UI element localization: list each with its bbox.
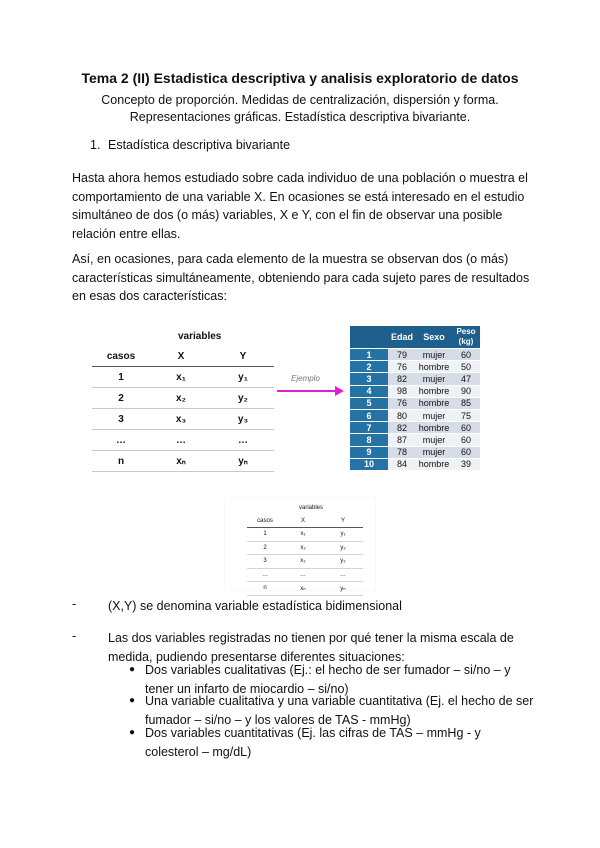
table-row bbox=[247, 582, 363, 596]
col-header-y: Y bbox=[212, 346, 274, 367]
table-row bbox=[92, 409, 274, 430]
cell: xₙ bbox=[283, 582, 323, 596]
table-row bbox=[350, 373, 480, 385]
small-col-x: X bbox=[283, 515, 323, 528]
cell: yₙ bbox=[323, 582, 363, 596]
table-row bbox=[350, 349, 480, 361]
small-col-y: Y bbox=[323, 515, 363, 528]
cell: … bbox=[150, 430, 212, 451]
cell: mujer bbox=[416, 349, 452, 361]
row-index: 5 bbox=[350, 397, 388, 409]
cell: 80 bbox=[388, 409, 416, 421]
table-row bbox=[350, 361, 480, 373]
cell: 90 bbox=[452, 385, 480, 397]
col-header-index bbox=[350, 326, 388, 349]
cell: 60 bbox=[452, 422, 480, 434]
section-title: Estadística descriptiva bivariante bbox=[108, 138, 291, 152]
col-header-casos: casos bbox=[92, 346, 150, 367]
cell: 78 bbox=[388, 446, 416, 458]
cell: … bbox=[92, 430, 150, 451]
cell: y₃ bbox=[323, 555, 363, 569]
cell: y₂ bbox=[323, 541, 363, 555]
cell: n bbox=[92, 451, 150, 472]
cell: 79 bbox=[388, 349, 416, 361]
variables-group-header: variables bbox=[178, 330, 222, 342]
table-row bbox=[350, 458, 480, 470]
subtitle-line-2: Representaciones gráficas. Estadística descriptiva bivariante. bbox=[129, 110, 471, 124]
cell: y₁ bbox=[323, 528, 363, 542]
cell: … bbox=[212, 430, 274, 451]
bullet-bidimensional: (X,Y) se denomina variable estadística bidimensional bbox=[108, 599, 402, 613]
row-index: 8 bbox=[350, 434, 388, 446]
cell: hombre bbox=[416, 361, 452, 373]
subtitle-line-1: Concepto de proporción. Medidas de centralización, dispersión y forma. bbox=[101, 93, 499, 107]
col-header-edad: Edad bbox=[388, 326, 416, 349]
sub-bullet-cuantitativas: Dos variables cuantitativas (Ej. las cifras de TAS – mmHg - y colesterol – mg/dL) bbox=[145, 726, 481, 759]
cell: 84 bbox=[388, 458, 416, 470]
cell: hombre bbox=[416, 385, 452, 397]
table-row bbox=[92, 451, 274, 472]
cell: 60 bbox=[452, 446, 480, 458]
pairs-paragraph: Así, en ocasiones, para cada elemento de la muestra se observan dos (o más) características simultáneamente, obteniendo para cada sujeto pares de resultados en esas dos características: bbox=[72, 252, 530, 303]
cell: x₁ bbox=[283, 528, 323, 542]
cell: mujer bbox=[416, 409, 452, 421]
table-row bbox=[350, 446, 480, 458]
table-row bbox=[247, 541, 363, 555]
cell: 39 bbox=[452, 458, 480, 470]
cell: 98 bbox=[388, 385, 416, 397]
arrow-label: Ejemplo bbox=[291, 374, 320, 383]
small-variables-table bbox=[225, 498, 375, 590]
cell: 2 bbox=[247, 541, 283, 555]
table-row bbox=[350, 422, 480, 434]
bullet-dot-icon: ● bbox=[129, 727, 136, 738]
cell: n bbox=[247, 582, 283, 596]
cell: … bbox=[283, 568, 323, 582]
bullet-dot-icon: ● bbox=[129, 695, 136, 706]
table-row bbox=[92, 388, 274, 409]
cell: mujer bbox=[416, 446, 452, 458]
small-col-casos: casos bbox=[247, 515, 283, 528]
variables-table bbox=[92, 326, 274, 472]
row-index: 10 bbox=[350, 458, 388, 470]
cell: 1 bbox=[247, 528, 283, 542]
example-arrow bbox=[275, 372, 345, 402]
table-row bbox=[92, 367, 274, 388]
dash-marker: - bbox=[72, 597, 77, 611]
small-group-header: variables bbox=[299, 505, 324, 512]
cell: 87 bbox=[388, 434, 416, 446]
section-heading bbox=[90, 138, 290, 152]
cell: 2 bbox=[92, 388, 150, 409]
cell: y₂ bbox=[212, 388, 274, 409]
cell: x₂ bbox=[283, 541, 323, 555]
cell: 82 bbox=[388, 422, 416, 434]
cell: y₁ bbox=[212, 367, 274, 388]
bullet-dot-icon: ● bbox=[129, 664, 136, 675]
table-row bbox=[92, 430, 274, 451]
table-row bbox=[350, 385, 480, 397]
table-row bbox=[247, 555, 363, 569]
table-row bbox=[350, 434, 480, 446]
cell: yₙ bbox=[212, 451, 274, 472]
section-number: 1. bbox=[90, 138, 101, 152]
intro-paragraph: Hasta ahora hemos estudiado sobre cada individuo de una población o muestra el comportamiento de una variable X. En ocasiones se está interesado en el estudio simultáneo de dos (o más) variables, X e Y, con el fin de observar una posible relación entre ellas. bbox=[72, 171, 528, 241]
cell: hombre bbox=[416, 422, 452, 434]
cell: x₁ bbox=[150, 367, 212, 388]
row-index: 4 bbox=[350, 385, 388, 397]
cell: 75 bbox=[452, 409, 480, 421]
arrow-right-icon bbox=[275, 372, 345, 402]
cell: mujer bbox=[416, 373, 452, 385]
row-index: 3 bbox=[350, 373, 388, 385]
cell: x₃ bbox=[283, 555, 323, 569]
cell: y₃ bbox=[212, 409, 274, 430]
cell: 60 bbox=[452, 349, 480, 361]
row-index: 6 bbox=[350, 409, 388, 421]
row-index: 2 bbox=[350, 361, 388, 373]
sub-bullet-cualitativas: Dos variables cualitativas (Ej.: el hecho de ser fumador – si/no – y tener un infarto de miocardio – si/no) bbox=[145, 663, 511, 696]
col-header-peso: Peso (kg) bbox=[452, 326, 480, 349]
sub-bullet-mixta: Una variable cualitativa y una variable cuantitativa (Ej. el hecho de ser fumador – si/no – y los valores de TAS - mmHg) bbox=[145, 694, 534, 727]
row-index: 7 bbox=[350, 422, 388, 434]
cell: hombre bbox=[416, 397, 452, 409]
cell: mujer bbox=[416, 434, 452, 446]
row-index: 9 bbox=[350, 446, 388, 458]
col-header-x: X bbox=[150, 346, 212, 367]
page-title: Tema 2 (II) Estadistica descriptiva y analisis exploratorio de datos bbox=[81, 70, 519, 86]
cell: 76 bbox=[388, 361, 416, 373]
cell: … bbox=[323, 568, 363, 582]
cell: 76 bbox=[388, 397, 416, 409]
table-row bbox=[350, 409, 480, 421]
col-header-sexo: Sexo bbox=[416, 326, 452, 349]
cell: 60 bbox=[452, 434, 480, 446]
table-row bbox=[247, 568, 363, 582]
cell: 82 bbox=[388, 373, 416, 385]
cell: 50 bbox=[452, 361, 480, 373]
cell: 1 bbox=[92, 367, 150, 388]
cell: 85 bbox=[452, 397, 480, 409]
cell: … bbox=[247, 568, 283, 582]
cell: x₂ bbox=[150, 388, 212, 409]
table-row bbox=[247, 528, 363, 542]
cell: 3 bbox=[92, 409, 150, 430]
table-row bbox=[350, 397, 480, 409]
cell: hombre bbox=[416, 458, 452, 470]
cell: 3 bbox=[247, 555, 283, 569]
bullet-escalas: Las dos variables registradas no tienen por qué tener la misma escala de medida, pudiendo presentarse diferentes situaciones: bbox=[108, 631, 514, 664]
cell: x₃ bbox=[150, 409, 212, 430]
row-index: 1 bbox=[350, 349, 388, 361]
dash-marker: - bbox=[72, 629, 77, 643]
cell: 47 bbox=[452, 373, 480, 385]
cell: xₙ bbox=[150, 451, 212, 472]
example-table bbox=[350, 326, 480, 471]
